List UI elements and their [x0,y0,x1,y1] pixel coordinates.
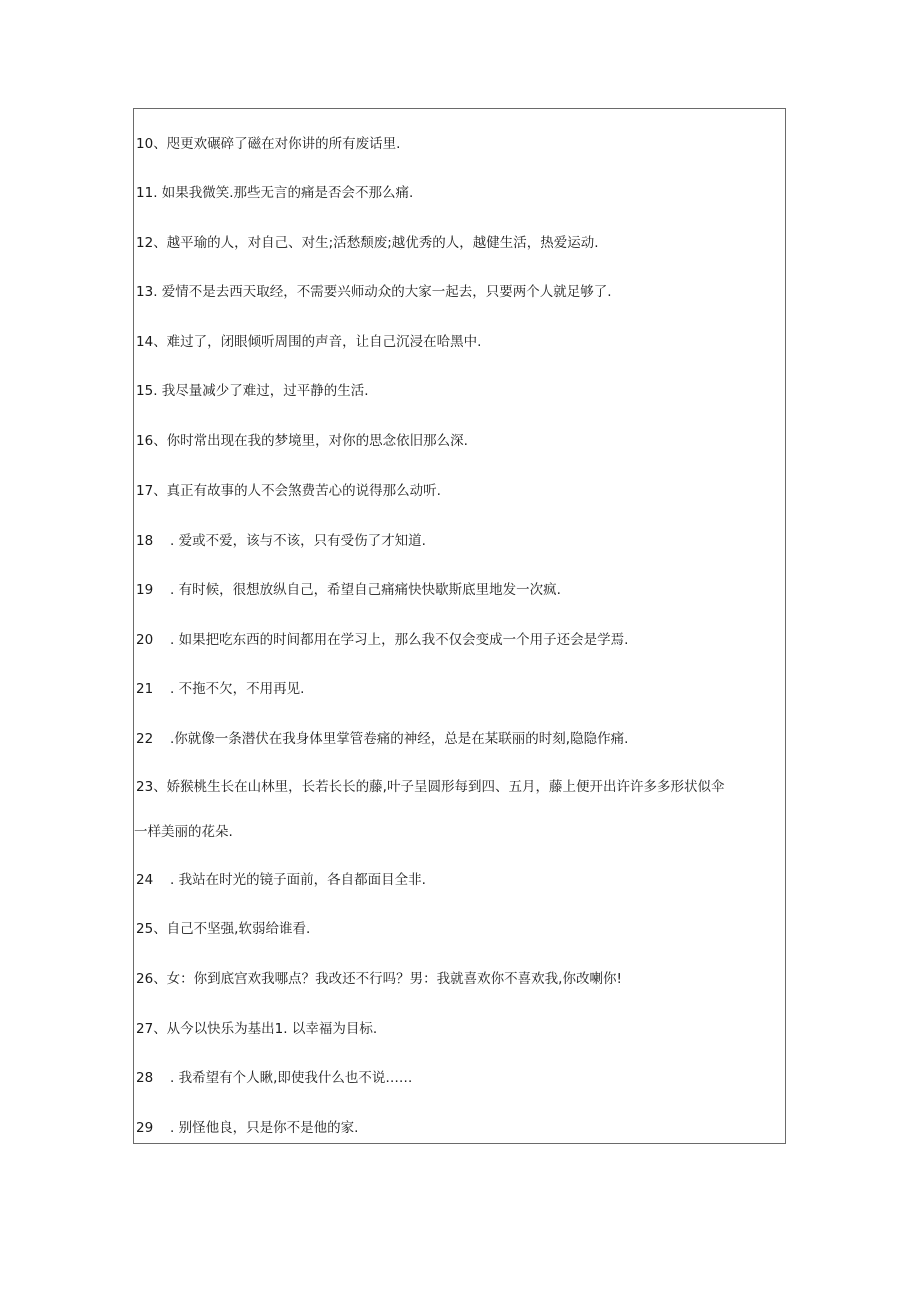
list-item-23 [136,778,724,796]
item-number: 13 [136,284,154,300]
item-number: 23 [136,779,154,795]
item-number: 12 [136,235,154,251]
list-item-28 [136,1069,412,1087]
item-text: . 我希望有个人瞅,即使我什么也不说…… [170,1070,413,1086]
item-text: 、真正有故事的人不会煞费苦心的说得那么动听. [153,483,441,499]
item-text: . 爱或不爱，该与不该，只有受伤了才知道. [170,533,426,549]
list-item-12 [136,234,599,252]
item-number: 16 [136,433,154,449]
item-text: 、咫更欢碾碎了磁在对你讲的所有废话里. [153,136,401,152]
list-item-20 [136,631,628,649]
list-item-21 [136,680,304,698]
item-text: .你就像一条潜伏在我身体里掌管卷痛的神经，总是在某联丽的时刻,隐隐作痛. [170,731,629,747]
list-item-15 [136,382,369,400]
item-number: 19 [136,582,154,598]
item-number: 18 [136,533,154,549]
item-text: . 别怪他良，只是你不是他的家. [170,1120,359,1136]
list-item-22 [136,730,628,748]
item-text: 、越平瑜的人，对自己、对生;活愁颓废;越优秀的人，越健生活，热爱运动. [153,235,599,251]
item-text: 、女：你到底宫欢我哪点？我改还不行吗？男：我就喜欢你不喜欢我,你改喇你! [153,971,622,987]
list-item-23-continued [134,823,233,841]
item-number: 26 [136,971,154,987]
item-number: 27 [136,1021,154,1037]
item-number: 22 [136,731,154,747]
item-text: . 我站在时光的镜子面前，各自都面目全非. [170,872,426,888]
item-text: . 我尽量减少了难过，过平静的生活. [153,383,369,399]
item-number: 25 [136,921,154,937]
item-number: 20 [136,632,154,648]
item-text: . 爱情不是去西天取经，不需要兴师动众的大家一起去，只要两个人就足够了. [153,284,612,300]
list-item-11 [136,184,413,202]
list-item-29 [136,1119,358,1137]
list-item-18 [136,532,426,550]
list-item-19 [136,581,561,599]
item-text: 、难过了，闭眼倾听周围的声音，让自己沉浸在哈黑中. [153,334,482,350]
item-text: 一样美丽的花朵. [134,824,233,840]
list-item-24 [136,871,426,889]
list-item-25 [136,920,310,938]
document-frame [133,108,786,1144]
item-number: 28 [136,1070,154,1086]
item-number: 14 [136,334,154,350]
item-number: 11 [136,185,154,201]
list-item-17 [136,482,441,500]
item-text: 、娇猴桃生长在山林里，长若长长的藤,叶子呈圆形每到四、五月，藤上便开出许许多多形状似伞 [153,779,725,795]
list-item-26 [136,970,622,988]
item-number: 29 [136,1120,154,1136]
item-text: 、从今以快乐为基出1. 以幸福为目标. [153,1021,378,1037]
item-text: 、你时常出现在我的梦境里，对你的思念依旧那么深. [153,433,468,449]
item-number: 21 [136,681,154,697]
item-text: . 如果我微笑.那些无言的痛是否会不那么痛. [153,185,414,201]
item-number: 17 [136,483,154,499]
item-text: . 不拖不欠，不用再见. [170,681,305,697]
list-item-13 [136,283,612,301]
item-number: 10 [136,136,154,152]
list-item-10 [136,135,400,153]
item-text: . 如果把吃东西的时间都用在学习上，那么我不仅会变成一个用子还会是学焉. [170,632,629,648]
item-text: . 有时候，很想放纵自己，希望自己痛痛快快歇斯底里地发一次疯. [170,582,561,598]
item-text: 、自己不坚强,软弱给谁看. [153,921,311,937]
list-item-16 [136,432,468,450]
item-number: 24 [136,872,154,888]
list-item-27 [136,1020,377,1038]
list-item-14 [136,333,481,351]
item-number: 15 [136,383,154,399]
